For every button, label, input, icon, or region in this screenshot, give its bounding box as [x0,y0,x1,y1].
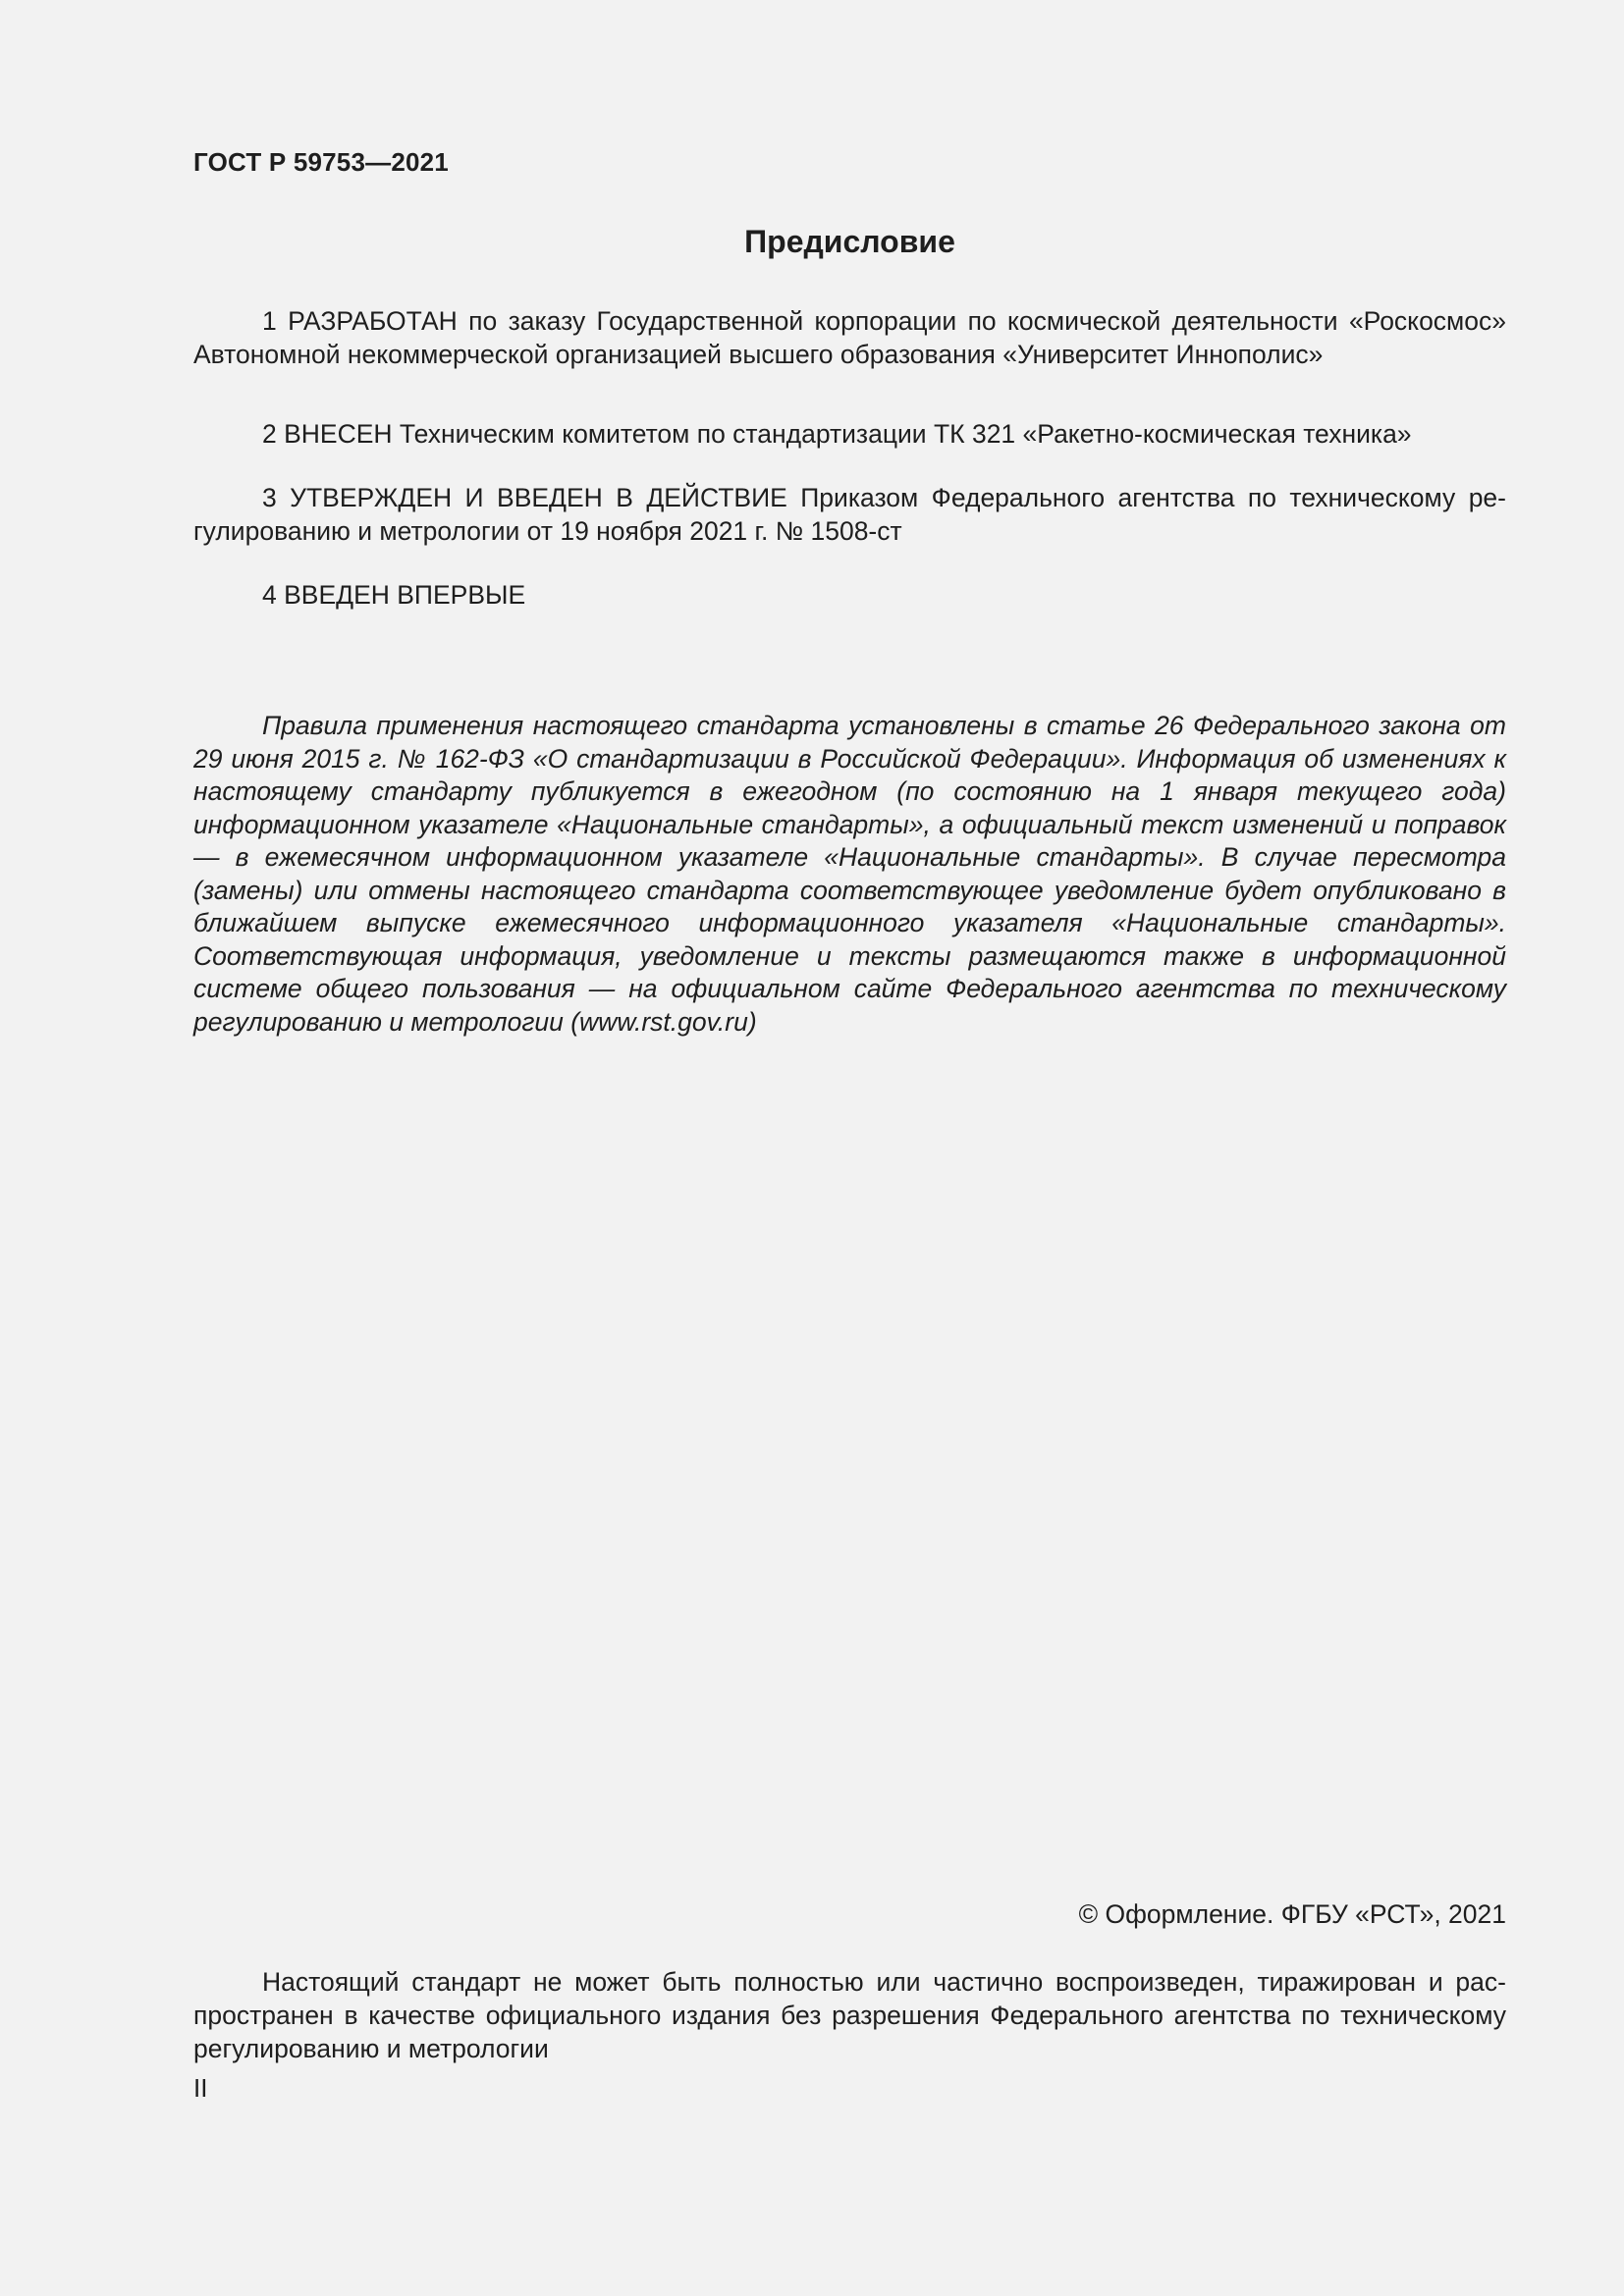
rules-paragraph: Правила применения настоящего стандарта установлены в статье 26 Федерального закона от 29 июня 2015 г. № 162-ФЗ «О стандартизации в Российской Федерации». Информация об изменениях к настоящему стандарту публикуется в ежегодном (по состоянию на 1 января текущего года) информационном указателе «Национальные стандарты», а официальный текст изменений и поправок — в ежемесячном информационном указателе «Национальные стандарты». В случае пересмотра (замены) или отмены настоящего стандарта соответствующее уведомление будет опубликовано в ближайшем выпуске ежемесячного информационного указателя «Национальные стандарты». Соответствующая информация, уведомление и тексты размещаются также в информационной системе общего пользования — на официальном сайте Федерального агентства по техническому регулированию и метрологии (www.rst.gov.ru) [193,711,1506,1037]
standard-code: ГОСТ Р 59753—2021 [193,147,449,177]
reproduction-notice: Настоящий стандарт не может быть полностью или частично воспроизведен, тиражирован и распространен в качестве официального издания без разрешения Федерального агентства по техническому регулированию и метрологии [193,1967,1506,2063]
foreword-item-3: 3 УТВЕРЖДЕН И ВВЕДЕН В ДЕЙСТВИЕ Приказом Федерального агентства по техническому регулированию и метрологии от 19 ноября 2021 г. № 1508-ст [193,483,1506,546]
foreword-item-1: 1 РАЗРАБОТАН по заказу Государственной корпорации по космической деятельности «Роскосмос» Автономной некоммерческой организацией высшего образования «Университет Иннополис» [193,306,1506,369]
foreword-item-2: 2 ВНЕСЕН Техническим комитетом по стандартизации ТК 321 «Ракетно-космическая техника» [262,419,1412,449]
page-title: Предисловие [744,224,955,259]
copyright-line: © Оформление. ФГБУ «РСТ», 2021 [1078,1899,1506,1929]
foreword-item-4: 4 ВВЕДЕН ВПЕРВЫЕ [262,580,526,610]
page-number: II [193,2073,208,2103]
